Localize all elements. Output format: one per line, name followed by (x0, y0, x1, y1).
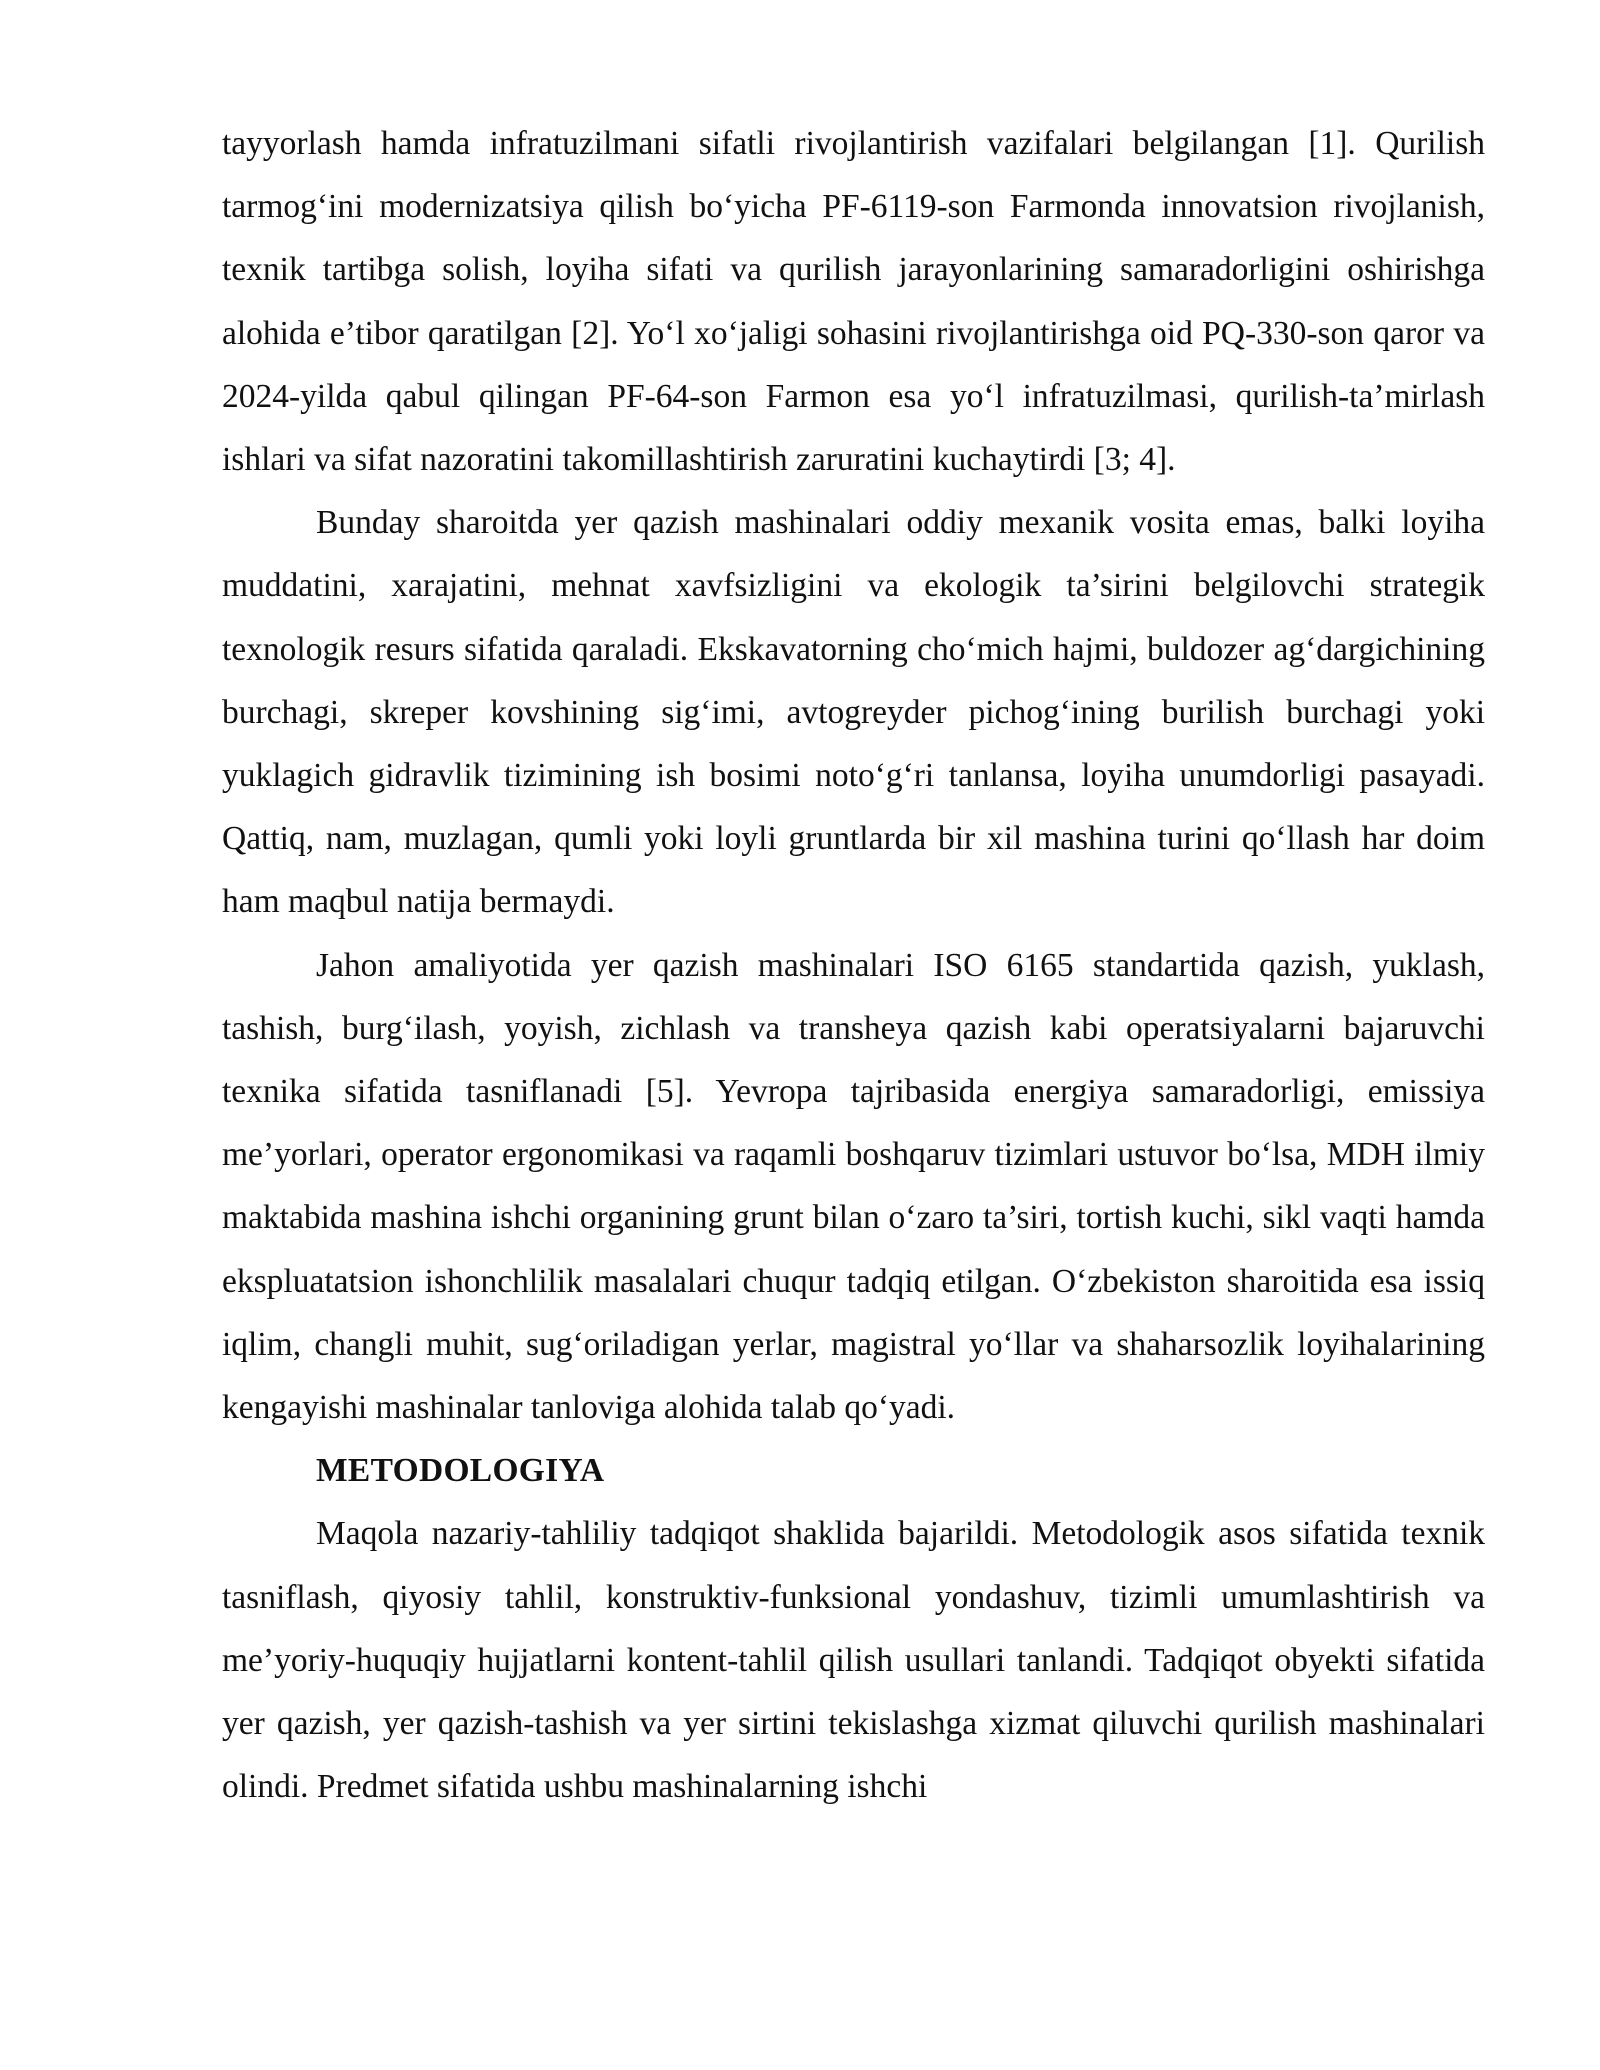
paragraph-continuation: tayyorlash hamda infratuzilmani sifatli rivojlantirish vazifalari belgilangan [1]. Qurilish tarmog‘ini modernizatsiya qilish bo‘yicha PF-6119-son Farmonda innovatsion rivojlanish, texnik tartibga solish, loyiha sifati va qurilish jarayonlarining samaradorligini oshirishga alohida e’tibor qaratilgan [2]. Yo‘l xo‘jaligi sohasini rivojlantirishga oid PQ-330-son qaror va 2024-yilda qabul qilingan PF-64-son Farmon esa yo‘l infratuzilmasi, qurilish-ta’mirlash ishlari va sifat nazoratini takomillashtirish zaruratini kuchaytirdi [3; 4]. (222, 125, 1485, 479)
paragraph-world-practice: Jahon amaliyotida yer qazish mashinalari ISO 6165 standartida qazish, yuklash, tashish, burg‘ilash, yoyish, zichlash va transheya qazish kabi operatsiyalarni bajaruvchi texnika sifatida tasniflanadi [5]. Yevropa tajribasida energiya samaradorligi, emissiya me’yorlari, operator ergonomikasi va raqamli boshqaruv tizimlari ustuvor bo‘lsa, MDH ilmiy maktabida mashina ishchi organining grunt bilan o‘zaro ta’siri, tortish kuchi, sikl vaqti hamda ekspluatatsion ishonchlilik masalalari chuqur tadqiq etilgan. O‘zbekiston sharoitida esa issiq iqlim, changli muhit, sug‘oriladigan yerlar, magistral yo‘llar va shaharsozlik loyihalarining kengayishi mashinalar tanloviga alohida talab qo‘yadi. (222, 946, 1485, 1427)
paragraph-earthmoving-machines: Bunday sharoitda yer qazish mashinalari oddiy mexanik vosita emas, balki loyiha muddatini, xarajatini, mehnat xavfsizligini va ekologik ta’sirini belgilovchi strategik texnologik resurs sifatida qaraladi. Ekskavatorning cho‘mich hajmi, buldozer ag‘dargichining burchagi, skreper kovshining sig‘imi, avtogreyder pichog‘ining burilish burchagi yoki yuklagich gidravlik tizimining ish bosimi noto‘g‘ri tanlansa, loyiha unumdorligi pasayadi. Qattiq, nam, muzlagan, qumli yoki loyli gruntlarda bir xil mashina turini qo‘llash har doim ham maqbul natija bermaydi. (222, 504, 1485, 921)
paragraph-methodology: Maqola nazariy-tahliliy tadqiqot shaklida bajarildi. Metodologik asos sifatida texnik tasniflash, qiyosiy tahlil, konstruktiv-funksional yondashuv, tizimli umumlashtirish va me’yoriy-huquqiy hujjatlarni kontent-tahlil qilish usullari tanlandi. Tadqiqot obyekti sifatida yer qazish, yer qazish-tashish va yer sirtini tekislashga xizmat qiluvchi qurilish mashinalari olindi. Predmet sifatida ushbu mashinalarning ishchi (222, 1515, 1485, 1806)
section-heading-methodology: METODOLOGIYA (316, 1452, 605, 1490)
document-body (222, 112, 1485, 1818)
